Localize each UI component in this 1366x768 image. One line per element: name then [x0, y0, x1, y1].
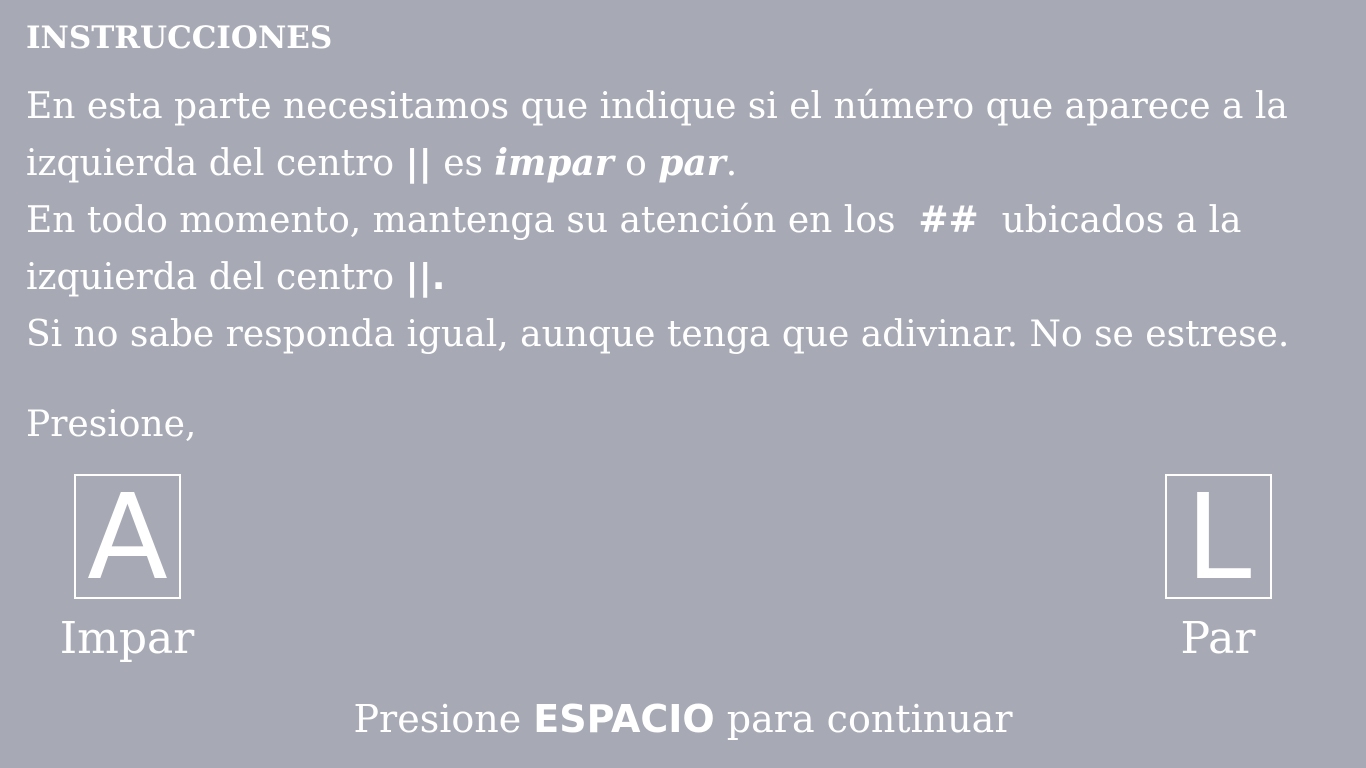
instruction-line-3 — [26, 192, 1346, 249]
center-marker: || — [405, 143, 432, 184]
text-fragment: ubicados a la — [990, 200, 1242, 241]
text-fragment: izquierda del centro — [26, 143, 406, 184]
key-l-label: Par — [1180, 613, 1256, 664]
hash-marker: ## — [918, 199, 979, 241]
text-fragment: . — [725, 143, 738, 184]
odd-word: impar — [494, 142, 614, 184]
even-word: par — [658, 142, 726, 184]
text-fragment: o — [613, 143, 659, 184]
center-marker: || — [405, 257, 432, 298]
space-key-word: ESPACIO — [533, 697, 715, 741]
key-a-label: Impar — [59, 613, 195, 664]
press-prompt: Presione, — [26, 404, 197, 445]
instruction-line-1: En esta parte necesitamos que indique si el número que aparece a la — [26, 86, 1288, 127]
key-a-button[interactable]: A — [74, 474, 181, 599]
instruction-line-5: Si no sabe responda igual, aunque tenga que adivinar. No se estrese. — [26, 314, 1290, 355]
text-fragment: izquierda del centro — [26, 257, 406, 298]
text-fragment: En todo momento, mantenga su atención en los — [26, 200, 907, 241]
text-fragment: . — [431, 257, 446, 298]
instructions-title: INSTRUCCIONES — [26, 20, 333, 56]
instruction-line-2 — [26, 135, 1346, 192]
text-fragment: es — [431, 143, 495, 184]
continue-prompt — [0, 694, 1366, 744]
continue-post: para continuar — [714, 697, 1013, 741]
instructions-body — [26, 78, 1346, 363]
instruction-line-4 — [26, 249, 1346, 306]
key-l-button[interactable]: L — [1165, 474, 1272, 599]
continue-pre: Presione — [353, 697, 534, 741]
